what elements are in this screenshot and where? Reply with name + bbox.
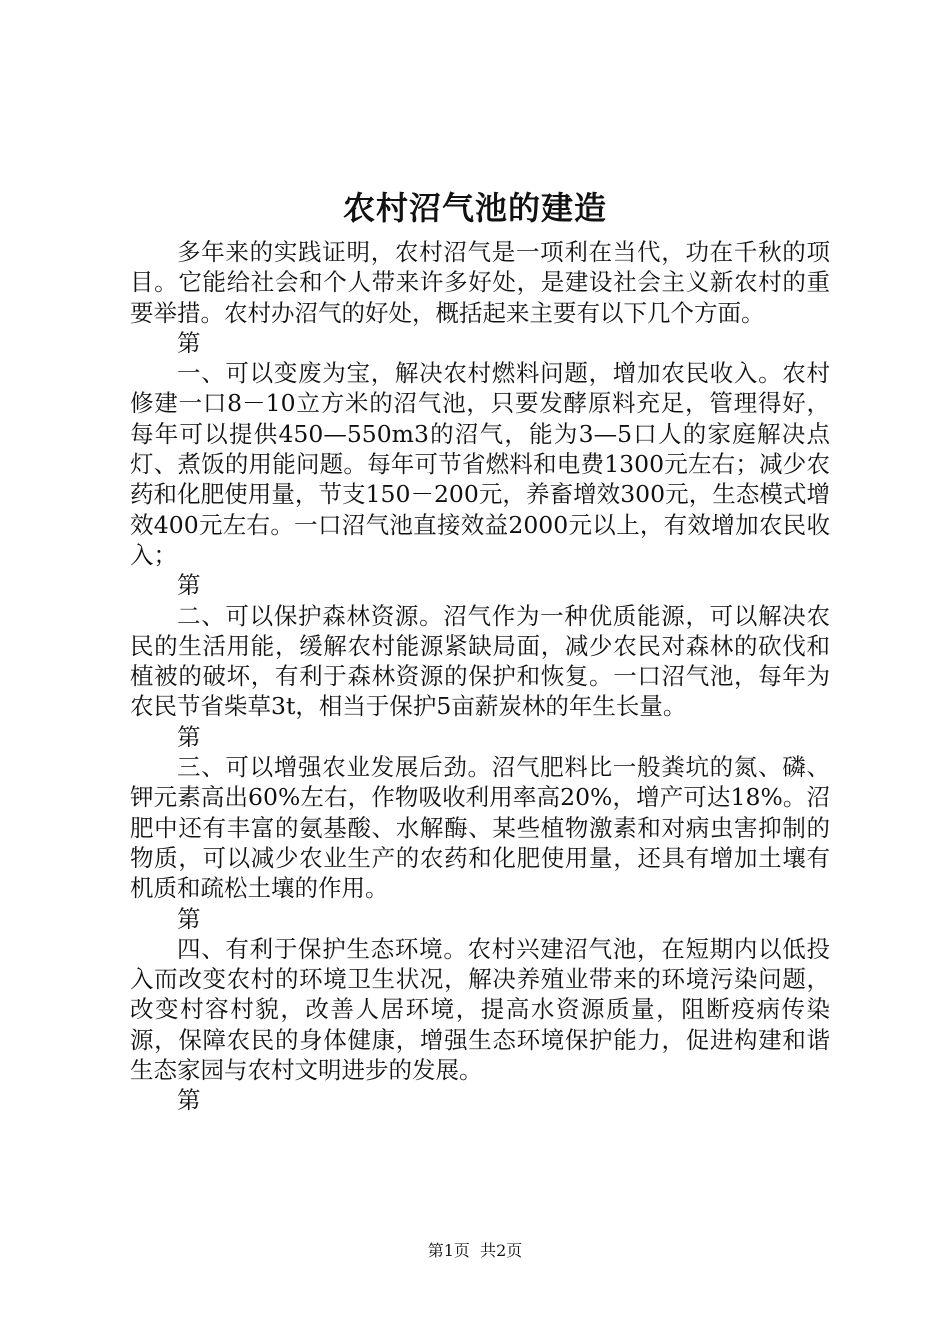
- paragraph-marker: 第: [177, 571, 201, 600]
- paragraph-marker: 第: [177, 328, 201, 357]
- document-title: 农村沼气池的建造: [342, 189, 607, 227]
- document-body: [130, 237, 830, 1116]
- paragraph-point-3: 三、可以增强农业发展后劲。沼气肥料比一般粪坑的氮、磷、钾元素高出60%左右，作物吸收利用率高20%，增产可达18%。沼肥中还有丰富的氨基酸、水解酶、某些植物激素和对病虫害抑制的物质，可以减少农业生产的农药和化肥使用量，还具有增加土壤有机质和疏松土壤的作用。: [130, 753, 830, 903]
- page-footer: [0, 1240, 950, 1262]
- paragraph-marker: 第: [177, 904, 201, 933]
- paragraph-marker: 第: [177, 1086, 201, 1115]
- paragraph-marker: 第: [177, 722, 201, 751]
- page-number: 第1页 共2页: [427, 1241, 523, 1260]
- paragraph-intro: 多年来的实践证明，农村沼气是一项利在当代，功在千秋的项目。它能给社会和个人带来许多好处，是建设社会主义新农村的重要举措。农村办沼气的好处，概括起来主要有以下几个方面。: [130, 238, 830, 327]
- paragraph-point-1: 一、可以变废为宝，解决农村燃料问题，增加农民收入。农村修建一口8－10立方米的沼气池，只要发酵原料充足，管理得好，每年可以提供450—550m3的沼气，能为3—5口人的家庭解决点灯、煮饭的用能问题。每年可节省燃料和电费1300元左右；减少农药和化肥使用量，节支150－200元，养畜增效300元，生态模式增效400元左右。一口沼气池直接效益2000元以上，有效增加农民收入；: [130, 359, 830, 569]
- paragraph-point-2: 二、可以保护森林资源。沼气作为一种优质能源，可以解决农民的生活用能，缓解农村能源紧缺局面，减少农民对森林的砍伐和植被的破坏，有利于森林资源的保护和恢复。一口沼气池，每年为农民节省柴草3t，相当于保护5亩薪炭林的年生长量。: [130, 601, 830, 721]
- paragraph-point-4: 四、有利于保护生态环境。农村兴建沼气池，在短期内以低投入而改变农村的环境卫生状况，解决养殖业带来的环境污染问题，改变村容村貌，改善人居环境，提高水资源质量，阻断疫病传染源，保障农民的身体健康，增强生态环境保护能力，促进构建和谐生态家园与农村文明进步的发展。: [130, 934, 830, 1085]
